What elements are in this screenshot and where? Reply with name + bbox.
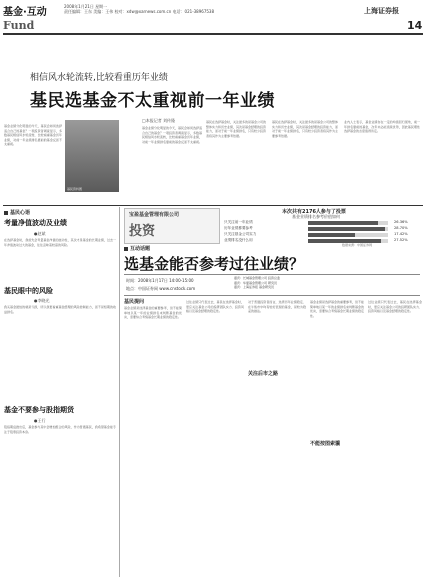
header-info: [64, 4, 264, 14]
section-label-left: 基民心语: [4, 209, 30, 216]
feature-guests: 嘉宾：长城基金管理公司 投资总监 嘉宾：华夏基金管理公司 研究员 嘉宾：上海证券报 基金研究员: [234, 276, 280, 289]
survey-row-label: 只关注前一年业绩: [224, 220, 253, 224]
lead-column-2: 基金业绩分化明显的今天，基民会如何选择适合自己的基金？一项投资者调查显示，多数基民相信风水轮流转，比较看重基金历年业绩，对前一年业绩排名靠前的基金反而不太重视。: [142, 126, 202, 144]
survey-bar-fill: [308, 233, 355, 237]
editor-line: 责任编辑：王东 美编：王伟 校对：xdw@xarnews.com.cn 电话：021-38967538: [64, 9, 214, 14]
feature-column-3: 对于普通投资者而言，选择历年业绩稳定、在牛熊市中均有较好表现的基金，是较为稳妥的做法。: [248, 300, 306, 314]
lead-column-4: 基民在选择基金时，关注最多的是基金公司的整体实力和历史业绩，其次是基金经理的投资能力，而对于前一年业绩排名，只有较少投资者将其作为主要参考依据。: [272, 120, 338, 138]
survey-bar-fill: [308, 221, 378, 225]
masthead: 基金·互动: [3, 7, 47, 18]
page-number: 14: [407, 19, 423, 32]
lead-photo: [65, 120, 119, 192]
survey-row-label: 业绩排名没什么用: [224, 238, 253, 242]
left-byline-1: ●赵斌: [34, 231, 46, 236]
left-text-3: 股指期货推出后，基金参与其中会增加组合的风险，作为普通基民，我希望基金能专注于股票投资本身。: [4, 425, 116, 434]
left-title-3: 基金不要参与股指期货: [4, 406, 74, 414]
survey-headline: 本次共有2176人参与了投票: [282, 209, 346, 215]
survey-source: 数据来源：中国证券网: [342, 243, 373, 247]
survey-bar-fill: [308, 227, 385, 231]
left-title-1: 考量净值波动及业绩: [4, 219, 67, 227]
paper-name: 上海证券报: [364, 6, 399, 15]
feature-info-box: [124, 274, 420, 296]
survey-row: [222, 220, 422, 225]
column-divider: [119, 207, 120, 577]
section-name: Fund: [3, 19, 35, 32]
left-byline-2: ●李晓光: [34, 298, 50, 303]
survey-subtitle: 基金业绩排名参考价值如何: [292, 214, 340, 219]
feature-subhead-1: 基民提问: [124, 299, 145, 305]
feature-subhead-2: 关注后市之路: [248, 371, 279, 377]
photo-caption: 基民资料图: [67, 187, 83, 191]
feature-column-1: 基金业绩是选择基金的重要参考，但不能简单地以某一年的业绩排名来判断基金的优劣，需要综合考察基金长期业绩的稳定性。: [124, 306, 182, 320]
lead-kicker: 相信风水轮流转,比较看重历年业绩: [30, 73, 168, 83]
feature-subhead-3: 不能按图索骥: [310, 441, 341, 447]
left-text-1: 在选择基金时，我首先会考量基金净值的波动性，其次才是基金的长期业绩，过去一年净值波动过大的基金，往往意味着较高的风险。: [4, 238, 116, 247]
lead-byline: □本报记者 刘传隆: [142, 118, 176, 123]
survey-row-value: 26.36%: [394, 220, 408, 224]
survey-row: [222, 238, 422, 243]
left-title-2: 基民眼中的风险: [4, 287, 53, 295]
survey-row-value: 27.52%: [394, 238, 408, 242]
survey-row-label: 只关注基金公司实力: [224, 232, 257, 236]
section-label-feature: 互动话题: [124, 245, 150, 252]
feature-column-5: 过往业绩只代表过去，基民在选择基金时，更应关注基金公司的投研团队实力、投资风格以及基金经理的稳定性。: [368, 300, 422, 314]
survey-row: [222, 226, 422, 231]
lead-bottom-rule: [3, 205, 423, 206]
header-rule: [3, 33, 423, 35]
advertisement: [124, 208, 220, 244]
feature-column-2: 过往业绩只代表过去，基民在选择基金时，更应关注基金公司的投研团队实力、投资风格以及基金经理的稳定性。: [186, 300, 244, 314]
survey-row-value: 28.70%: [394, 226, 408, 230]
survey-row-value: 17.42%: [394, 232, 408, 236]
feature-time: 时间：2008年1月17日 14:00-15:00: [126, 278, 194, 283]
left-byline-3: ●王行: [34, 418, 46, 423]
lead-headline: 基民选基金不太重视前一年业绩: [30, 91, 275, 111]
survey-row: [222, 232, 422, 237]
feature-title: 选基金能否参考过往业绩？: [124, 255, 305, 273]
lead-column-5: 业内人士表示，基金业绩存在一定的均值回归现象，前一年排名靠前的基金，次年未必能延续优势，因此基民理性选择基金的态度值得肯定。: [344, 120, 420, 134]
survey-bar-fill: [308, 239, 381, 243]
date-line: 2008年1月21日 星期一: [64, 4, 108, 9]
ad-brand: 宝盈基金管理有限公司: [129, 212, 180, 218]
survey-row-label: 历年业绩都要参考: [224, 226, 253, 230]
feature-site: 地点：中国证券网 www.cnstock.com: [126, 286, 196, 291]
lead-column-1: 基金业绩分化明显的今天，基民会如何选择适合自己的基金？一项投资者调查显示，多数基民相信风水轮流转，比较看重基金历年业绩，对前一年业绩排名靠前的基金反而不太重视。: [4, 124, 62, 147]
left-text-2: 我买基金最怕的就是亏损，所以我更看重基金经理的风险控制能力，而不是短期的收益排名。: [4, 305, 116, 314]
survey-panel: [222, 208, 422, 248]
ad-slogan: 投资: [129, 224, 156, 239]
lead-column-3: 基民在选择基金时，关注最多的是基金公司的整体实力和历史业绩，其次是基金经理的投资能力，而对于前一年业绩排名，只有较少投资者将其作为主要参考依据。: [206, 120, 266, 138]
feature-column-4: 基金业绩是选择基金的重要参考，但不能简单地以某一年的业绩排名来判断基金的优劣，需要综合考察基金长期业绩的稳定性。: [310, 300, 364, 318]
